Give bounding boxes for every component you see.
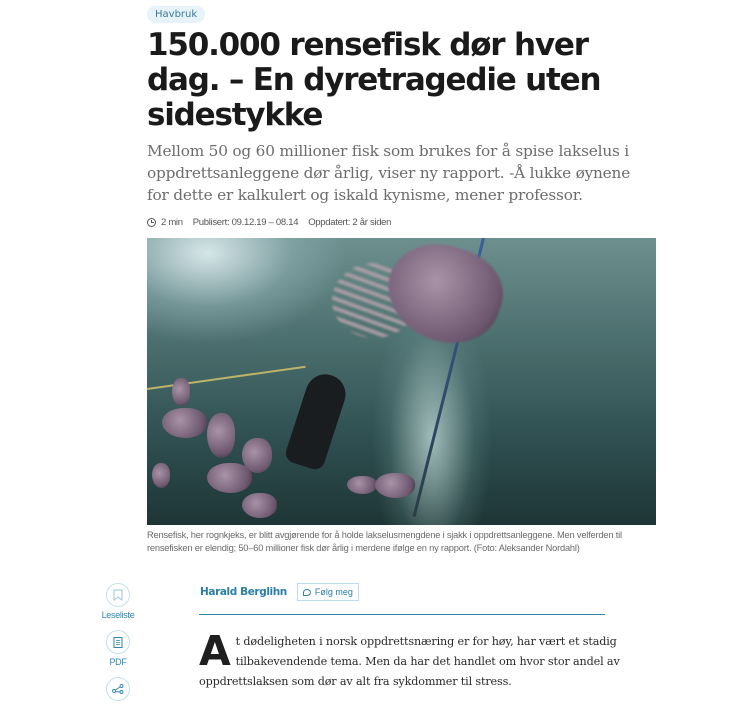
article-tools: [100, 583, 136, 711]
follow-button[interactable]: [297, 583, 359, 601]
byline: [200, 583, 359, 601]
follow-label: Følg meg: [314, 587, 353, 597]
author-name[interactable]: Harald Berglihn: [200, 586, 287, 598]
pdf-button[interactable]: [100, 630, 136, 667]
lumpfish: [152, 463, 170, 488]
document-icon: [106, 630, 130, 654]
reading-list-label: Leseliste: [101, 610, 135, 620]
lumpfish: [207, 463, 252, 493]
body-text: t dødeligheten i norsk oppdrettsnæring er for høy, har vært et stadig tilbakevendende tema. Men da har det handlet om hvor stor andel av oppdrettslaksen som dør av alt fra sykdommer til stress.: [199, 635, 620, 688]
updated-date: Oppdatert: 2 år siden: [308, 217, 392, 228]
article-meta: [147, 217, 401, 228]
published-date: Publisert: 09.12.19 – 08.14: [192, 217, 299, 228]
lumpfish: [242, 493, 277, 518]
share-icon: [106, 677, 130, 701]
read-time: 2 min: [161, 217, 183, 228]
lead-paragraph: Mellom 50 og 60 millioner fisk som brukes for å spise lakselus i oppdrettsanleggene dør årlig, viser ny rapport. -Å lukke øynene for dette er kalkulert og iskald kynisme, mener professor.: [147, 142, 631, 204]
headline: 150.000 rensefisk dør hver dag. – En dyretragedie uten sidestykke: [147, 27, 601, 133]
lumpfish: [207, 413, 235, 458]
diver: [283, 369, 350, 472]
lumpfish: [375, 473, 415, 498]
pdf-label: PDF: [109, 657, 127, 667]
image-caption: Rensefisk, her rognkjeks, er blitt avgjørende for å holde lakselusmengdene i sjakk i oppdrettsanleggene. Men velferden til rensefisken er elendig; 50–60 millioner fisk dør årlig i merdene ifølge en ny rapport. (Foto: Aleksander Nordahl): [147, 530, 622, 553]
byline-divider: [199, 614, 605, 615]
hose-line: [147, 366, 306, 390]
reading-list-button[interactable]: [100, 583, 136, 620]
speech-bubble-icon: [303, 589, 311, 596]
clock-icon: [147, 218, 156, 227]
drop-cap: A: [199, 627, 231, 675]
share-button[interactable]: [100, 677, 136, 701]
hero-image[interactable]: [147, 238, 656, 525]
lumpfish: [172, 378, 190, 406]
lumpfish: [162, 408, 207, 438]
lumpfish: [242, 438, 272, 473]
lumpfish-large: [375, 238, 514, 356]
article-body: [199, 627, 629, 692]
lumpfish: [347, 476, 377, 494]
category-tag[interactable]: Havbruk: [147, 6, 205, 23]
bookmark-icon: [106, 583, 130, 607]
